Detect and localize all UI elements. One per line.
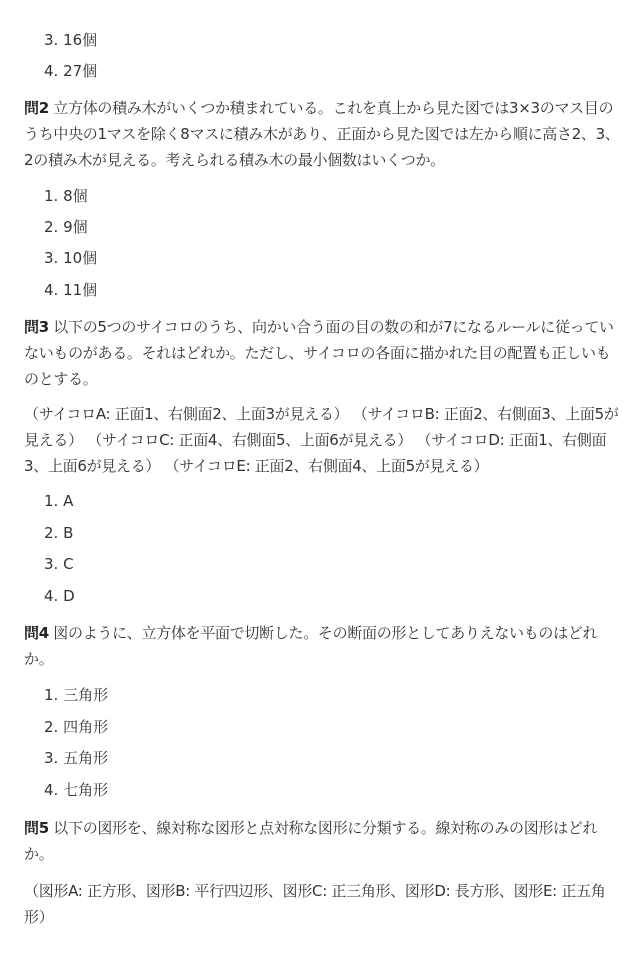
question-3-option-1: 1. A bbox=[44, 492, 74, 510]
question-3 bbox=[24, 314, 624, 392]
question-5 bbox=[24, 815, 624, 867]
question-2-option-4: 4. 11個 bbox=[44, 281, 98, 299]
question-5-text: 以下の図形を、線対称な図形と点対称な図形に分類する。線対称のみの図形はどれか。 bbox=[24, 819, 598, 863]
question-2-number: 問2 bbox=[24, 99, 49, 117]
question-2-option-2: 2. 9個 bbox=[44, 218, 88, 236]
question-2-option-1: 1. 8個 bbox=[44, 187, 88, 205]
question-5-number: 問5 bbox=[24, 819, 49, 837]
question-3-text: 以下の5つのサイコロのうち、向かい合う面の目の数の和が7になるルールに従っていないものがある。それはどれか。ただし、サイコロの各面に描かれた目の配置も正しいものとする。 bbox=[24, 318, 614, 388]
question-5-figure-list: （図形A: 正方形、図形B: 平行四辺形、図形C: 正三角形、図形D: 長方形、図形E: 正五角形） bbox=[24, 882, 606, 926]
question-4-text: 図のように、立方体を平面で切断した。その断面の形としてありえないものはどれか。 bbox=[24, 624, 598, 668]
question-4-number: 問4 bbox=[24, 624, 49, 642]
question-3-option-3: 3. C bbox=[44, 555, 74, 573]
prev-option-3: 3. 16個 bbox=[44, 31, 98, 49]
question-2 bbox=[24, 95, 624, 173]
question-2-option-3: 3. 10個 bbox=[44, 249, 98, 267]
question-2-text: 立方体の積み木がいくつか積まれている。これを真上から見た図では3×3のマス目のうち中央の1マスを除く8マスに積み木があり、正面から見た図では左から順に高さ2、3、2の積み木が見える。考えられる積み木の最小個数はいくつか。 bbox=[24, 99, 620, 169]
question-4-option-1: 1. 三角形 bbox=[44, 686, 109, 704]
question-3-dice-list: （サイコロA: 正面1、右側面2、上面3が見える） （サイコロB: 正面2、右側面3、上面5が見える） （サイコロC: 正面4、右側面5、上面6が見える） （サイコロD: 正面1、右側面3、上面6が見える） （サイコロE: 正面2、右側面4、上面5が見える） bbox=[24, 405, 619, 475]
question-3-option-4: 4. D bbox=[44, 587, 75, 605]
question-4-option-4: 4. 七角形 bbox=[44, 781, 109, 799]
prev-option-4: 4. 27個 bbox=[44, 62, 98, 80]
question-3-option-2: 2. B bbox=[44, 524, 74, 542]
question-4-option-3: 3. 五角形 bbox=[44, 749, 109, 767]
question-3-number: 問3 bbox=[24, 318, 49, 336]
question-4 bbox=[24, 620, 624, 672]
question-4-option-2: 2. 四角形 bbox=[44, 718, 109, 736]
